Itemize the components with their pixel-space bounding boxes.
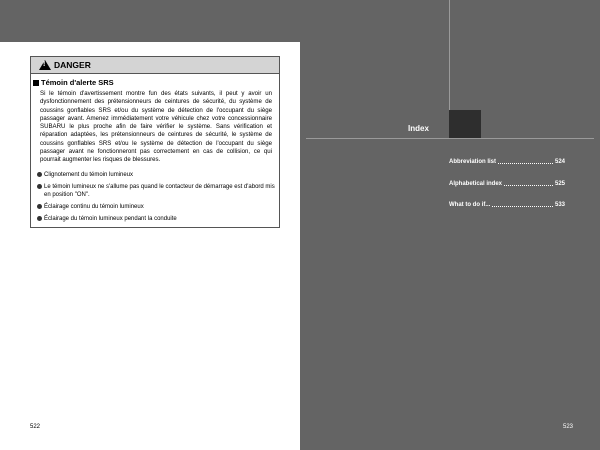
- toc-label: What to do if...: [449, 202, 491, 208]
- toc-label: Alphabetical index: [449, 180, 503, 187]
- section-title: Index: [408, 124, 429, 133]
- toc-label: Abbreviation list: [449, 159, 497, 165]
- danger-body: Si le témoin d'avertissement montre fun des états suivants, il peut y avoir un dysfonctionnement des prétensionneurs de ceintures de sécurité, du système de coussins gonflables SRS et/ou du système de détection de l'occupant du siège passager avant. Amenez immédiatement votre véhicule chez votre concessionnaire SUBARU le plus proche afin de faire vérifier le système. Sans vérification et réparation adaptées, les prétensionneurs de ceintures de sécurité, le système de coussins gonflables SRS et/ou le système de détection de l'occupant du siège passager avant ne fonctionneront pas correctement en cas de collision, ce qui pourrait augmenter les risques de blessures.: [40, 90, 272, 164]
- circle-bullet-icon: [37, 172, 42, 177]
- index-tab: [449, 110, 481, 138]
- danger-title: Témoin d'alerte SRS: [41, 78, 114, 87]
- danger-header: [31, 57, 279, 74]
- toc-item-abbreviation-list[interactable]: [449, 157, 565, 165]
- toc-leader: [498, 163, 553, 164]
- list-item: [37, 171, 275, 179]
- list-item: [37, 215, 275, 223]
- circle-bullet-icon: [37, 204, 42, 209]
- list-item: [37, 183, 275, 199]
- list-item: [37, 203, 275, 211]
- right-page: [300, 0, 600, 450]
- toc-item-alphabetical-index[interactable]: [449, 179, 565, 187]
- toc-page: 533: [554, 202, 565, 208]
- toc-page: 525: [554, 180, 565, 187]
- danger-title-row: [31, 74, 279, 87]
- bullet-text: Le témoin lumineux ne s'allume pas quand le contacteur de démarrage est d'abord mis en position "ON".: [44, 183, 275, 198]
- circle-bullet-icon: [37, 216, 42, 221]
- circle-bullet-icon: [37, 184, 42, 189]
- left-page: [0, 42, 300, 450]
- toc-page: 524: [554, 159, 565, 165]
- toc-item-what-to-do-if[interactable]: [449, 200, 565, 208]
- toc-leader: [492, 206, 553, 207]
- bullet-text: Éclairage du témoin lumineux pendant la conduite: [44, 215, 177, 222]
- page-number-right: 523: [563, 424, 574, 430]
- bullet-text: Éclairage continu du témoin lumineux: [44, 203, 144, 210]
- page-number-left: 522: [30, 424, 41, 430]
- toc-leader: [504, 185, 553, 186]
- danger-label: DANGER: [54, 60, 91, 70]
- danger-box: [30, 56, 280, 228]
- bullet-text: Clignotement du témoin lumineux: [44, 171, 134, 178]
- square-bullet-icon: [33, 80, 39, 86]
- danger-bullets: [31, 165, 279, 223]
- divider-horizontal: [306, 138, 594, 139]
- toc-list: [449, 157, 565, 222]
- warning-triangle-icon: [39, 60, 51, 70]
